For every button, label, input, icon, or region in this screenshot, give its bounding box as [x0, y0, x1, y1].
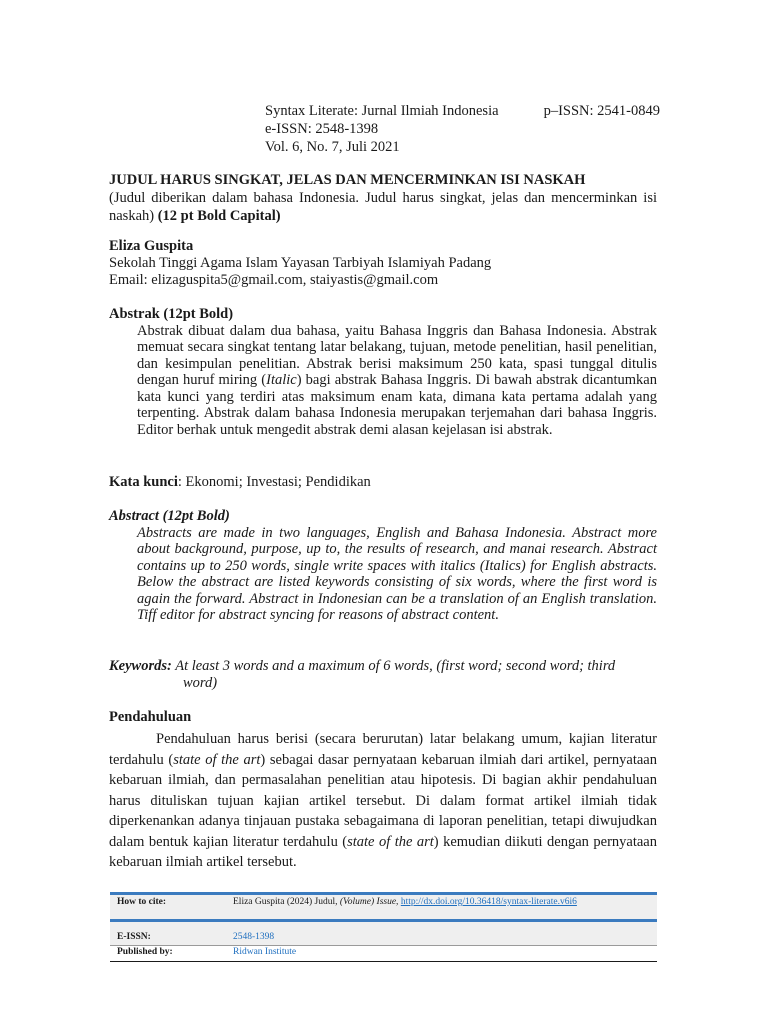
abstract-en-heading: Abstract (12pt Bold)	[109, 508, 230, 524]
author-email: Email: elizaguspita5@gmail.com, staiyastis@gmail.com	[109, 272, 439, 288]
journal-header-line1	[265, 102, 660, 120]
keywords-section	[109, 658, 657, 692]
title-section	[109, 171, 657, 225]
pend-text-3: ) kemudian diikuti dengan pernyataan kebaruan ilmiah artikel tersebut.	[109, 833, 657, 870]
how-to-cite-italic: (Volume) Issue,	[339, 897, 399, 907]
article-title: JUDUL HARUS SINGKAT, JELAS DAN MENCERMINKAN ISI NASKAH	[109, 172, 586, 188]
abstrak-section	[109, 306, 657, 438]
abstrak-heading: Abstrak (12pt Bold)	[109, 306, 234, 322]
abstrak-text-a: Abstrak dibuat dalam dua bahasa, yaitu Bahasa Inggris dan Bahasa Indonesia. Abstrak memuat secara singkat tentang latar belakang, tujuan, metode penelitian, hasil penelitian, dan kesimpulan penelitian. Abstrak berisi maksimum 250 kata, spasi tunggal ditulis dengan huruf miring (	[137, 322, 657, 388]
volume-info: Vol. 6, No. 7, Juli 2021	[265, 139, 400, 155]
keywords-text: At least 3 words and a maximum of 6 words, (first word; second word; third	[171, 658, 616, 674]
kata-kunci-label: Kata kunci	[109, 474, 178, 490]
cite-bottom-rule	[110, 961, 657, 962]
eissn-label: E-ISSN:	[117, 932, 151, 942]
eissn-value: 2548-1398	[233, 932, 275, 942]
abstract-en-section	[109, 508, 657, 624]
publisher-label: Published by:	[117, 947, 173, 957]
keywords-label: Keywords:	[109, 658, 172, 674]
abstract-en-body: Abstracts are made in two languages, English and Bahasa Indonesia. Abstract more about background, purpose, up to, the results of research, and manai research. Abstract contains up to 250 words, single write spaces with italics (Italics) for English abstracts. Below the abstract are listed keywords consisting of six words, where the first word is again the forward. Abstract in Indonesian can be a translation of an English translation. Tiff editor for abstract syncing for reasons of abstract content.	[137, 524, 657, 623]
e-issn: e-ISSN: 2548-1398	[265, 121, 379, 137]
how-to-cite-text: Eliza Guspita (2024) Judul,	[233, 897, 340, 907]
keywords-line2: word)	[183, 675, 218, 691]
title-note	[109, 189, 657, 225]
abstrak-text-italic: Italic	[266, 372, 297, 388]
pendahuluan-section	[109, 709, 657, 873]
publisher-value: Ridwan Institute	[233, 947, 297, 957]
author-name: Eliza Guspita	[109, 238, 194, 254]
author-section	[109, 238, 657, 289]
pendahuluan-heading: Pendahuluan	[109, 709, 192, 725]
pend-italic-2: state of the art	[347, 833, 434, 850]
title-format: (12 pt Bold Capital)	[157, 208, 281, 224]
how-to-cite-row	[110, 895, 657, 919]
eissn-row	[110, 922, 657, 945]
journal-header	[265, 102, 660, 156]
journal-name: Syntax Literate: Jurnal Ilmiah Indonesia	[265, 103, 499, 119]
pend-italic-1: state of the art	[173, 751, 261, 768]
how-to-cite-value	[233, 897, 577, 907]
publisher-row	[110, 946, 657, 961]
doi-link[interactable]: http://dx.doi.org/10.36418/syntax-literate.v6i6	[400, 897, 577, 907]
pendahuluan-paragraph	[109, 729, 657, 873]
p-issn: p–ISSN: 2541-0849	[543, 103, 660, 119]
abstrak-body	[137, 323, 657, 439]
keywords-line1	[109, 658, 657, 675]
pend-text-1: Pendahuluan harus berisi (secara berurutan) latar belakang umum, kajian literatur terdahulu (	[109, 731, 657, 768]
title-note-text: (Judul diberikan dalam bahasa Indonesia. Judul harus singkat, jelas dan mencerminkan isi naskah)	[109, 190, 657, 224]
abstrak-text-b: ) bagi abstrak Bahasa Inggris. Di bawah abstrak dicantumkan kata kunci yang terdiri atas maksimum enam kata, dimana kata pertama adalah yang terpenting. Abstrak dalam bahasa Indonesia merupakan terjemahan dari bahasa Inggris. Editor berhak untuk mengedit abstrak demi alasan kejelasan isi abstrak.	[137, 372, 657, 438]
kata-kunci-value: : Ekonomi; Investasi; Pendidikan	[177, 474, 371, 490]
pend-text-2: ) sebagai dasar pernyataan kebaruan ilmiah dari artikel, pernyataan kebaruan ilmiah, dan permasalahan penelitian atau hipotesis. Di bagian akhir pendahuluan harus dituliskan tujuan kajian artikel tersebut. Di dalam format artikel ilmiah tidak diperkenankan adanya tinjauan pustaka sebagaimana di laporan penelitian, tetapi diwujudkan dalam bentuk kajian literatur terdahulu (	[109, 751, 657, 850]
how-to-cite-label: How to cite:	[117, 897, 167, 907]
author-affiliation: Sekolah Tinggi Agama Islam Yayasan Tarbiyah Islamiyah Padang	[109, 255, 492, 271]
kata-kunci-section	[109, 474, 657, 491]
